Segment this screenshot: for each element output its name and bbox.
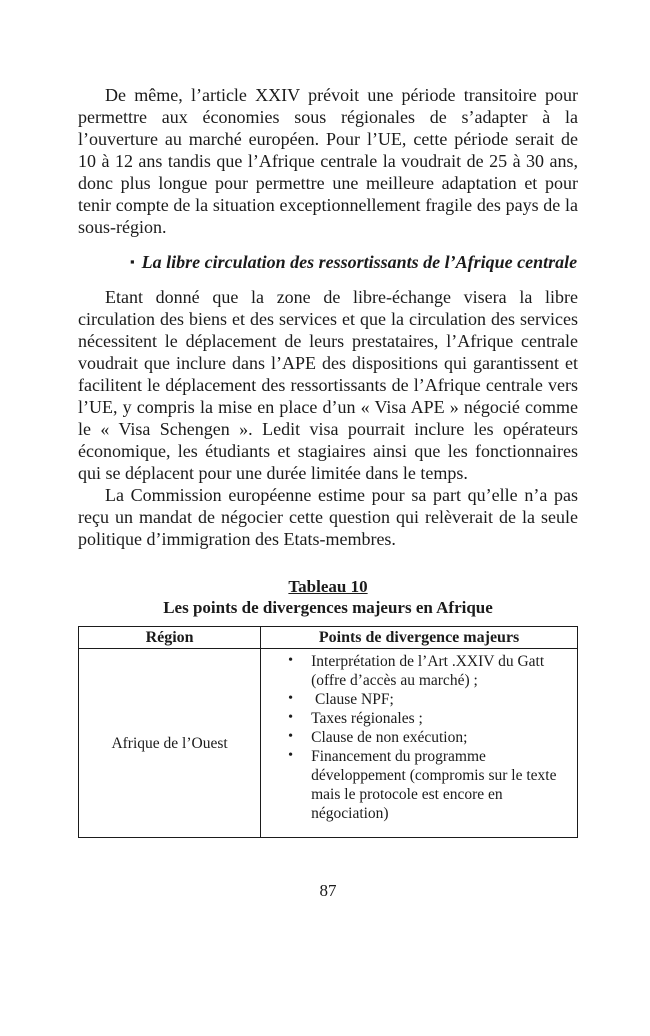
point-text: Clause NPF; [311, 691, 394, 708]
page-number: 87 [319, 881, 337, 900]
section-heading [78, 251, 578, 273]
points-cell [261, 649, 578, 838]
table-subtitle: Les points de divergences majeurs en Afrique [163, 598, 493, 617]
points-list [261, 652, 571, 823]
paragraph-commission: La Commission européenne estime pour sa part qu’elle n’a pas reçu un mandat de négocier cette question qui relèverait de la seule politique d’immigration des Etats-membres. [78, 485, 578, 549]
list-item [261, 728, 571, 747]
table-title-number: Tableau 10 [288, 577, 368, 596]
point-text: Financement du programme développement (compromis sur le texte mais le protocole est encore en négociation) [311, 748, 557, 822]
bullet-icon: • [288, 653, 294, 668]
list-item [261, 652, 571, 690]
list-item [261, 747, 571, 823]
table-title [78, 576, 578, 597]
square-bullet-icon: ▪ [130, 254, 135, 269]
region-cell: Afrique de l’Ouest [79, 649, 261, 838]
bullet-icon: • [288, 691, 294, 706]
bullet-icon: • [288, 729, 294, 744]
point-text: Taxes régionales ; [311, 710, 423, 727]
column-header-region: Région [79, 627, 261, 649]
bullet-icon: • [288, 710, 294, 725]
paragraph-transition-period: De même, l’article XXIV prévoit une période transitoire pour permettre aux économies sous régionales de s’adapter à la l’ouverture au marché européen. Pour l’UE, cette période serait de 10 à 12 ans tandis que l’Afrique centrale la voudrait de 25 à 30 ans, donc plus longue pour permettre une meilleure adaptation et pour tenir compte de la situation exceptionnellement fragile des pays de la sous-région. [78, 85, 578, 237]
paragraph-free-circulation: Etant donné que la zone de libre-échange visera la libre circulation des biens et des services et que la circulation des services nécessitent le déplacement de leurs prestataires, l’Afrique centrale voudrait que inclure dans l’APE des dispositions qui garantissent et facilitent le déplacement des ressortissants de l’Afrique centrale vers l’UE, y compris la mise en place d’un « Visa APE » négocié comme le « Visa Schengen ». Ledit visa pourrait inclure les opérateurs économique, les étudiants et stagiaires ainsi que les fonctionnaires qui se déplacent pour une durée limitée dans le temps. [78, 287, 578, 483]
divergence-table [78, 626, 578, 838]
table-section [78, 576, 578, 838]
list-item [261, 709, 571, 728]
table-row [79, 649, 578, 838]
list-item [261, 690, 571, 709]
bullet-icon: • [288, 748, 294, 763]
point-text: Clause de non exécution; [311, 729, 468, 746]
point-text: Interprétation de l’Art .XXIV du Gatt (offre d’accès au marché) ; [311, 653, 545, 689]
section-heading-text: La libre circulation des ressortissants de l’Afrique centrale [141, 252, 578, 272]
table-header-row [79, 627, 578, 649]
column-header-points: Points de divergence majeurs [261, 627, 578, 649]
